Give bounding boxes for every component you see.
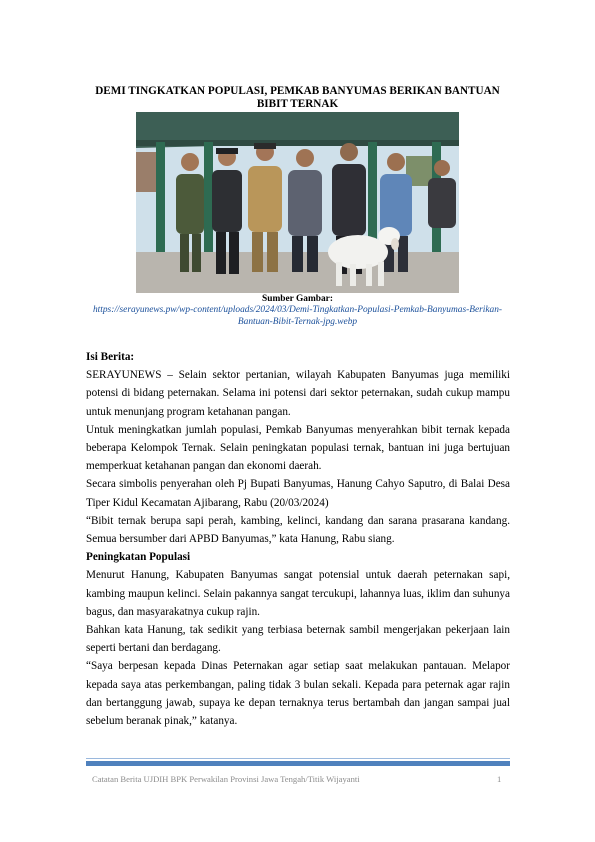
image-source-link[interactable]: https://serayunews.pw/wp-content/uploads/2024/03/Demi-Tingkatkan-Populasi-Pemkab-Banyumas-Berikan-Bantuan-Bibit-Ternak-jpg.webp bbox=[92, 305, 503, 327]
paragraph: Bahkan kata Hanung, tak sedikit yang terbiasa beternak sambil mengerjakan pekerjaan lain seperti bertani dan berdagang. bbox=[86, 624, 510, 655]
article-photo bbox=[136, 112, 459, 293]
section-heading-peningkatan-populasi: Peningkatan Populasi bbox=[86, 551, 191, 564]
image-caption-label: Sumber Gambar: bbox=[262, 294, 333, 304]
footer-divider-bar bbox=[86, 761, 510, 766]
page-number: 1 bbox=[497, 774, 502, 784]
footer-divider-line bbox=[86, 758, 510, 759]
article-title: DEMI TINGKATKAN POPULASI, PEMKAB BANYUMAS BERIKAN BANTUAN BIBIT TERNAK bbox=[95, 85, 500, 110]
section-heading-isi-berita: Isi Berita: bbox=[86, 351, 135, 363]
paragraph: Untuk meningkatkan jumlah populasi, Pemkab Banyumas menyerahkan bibit ternak kepada beberapa Kelompok Ternak. Selain peningkatan populasi ternak, bantuan ini juga bertujuan memperkuat ketahanan pangan dan ekonomi daerah. bbox=[86, 423, 510, 473]
paragraph: Menurut Hanung, Kabupaten Banyumas sangat potensial untuk daerah peternakan sapi, kambing maupun kelinci. Selain pakannya sangat tercukupi, lahannya luas, iklim dan suhunya bagus, dan masyarakatnya cukup rajin. bbox=[86, 569, 510, 618]
paragraph: SERAYUNEWS – Selain sektor pertanian, wilayah Kabupaten Banyumas juga memiliki potensi di bidang peternakan. Selama ini potensi dari sektor peternakan, sudah cukup mampu untuk menunjang program ketahanan pangan. bbox=[86, 369, 510, 418]
paragraph: “Bibit ternak berupa sapi perah, kambing, kelinci, kandang dan sarana prasarana kandang. Semua bersumber dari APBD Banyumas,” kata Hanung, Rabu siang. bbox=[86, 514, 510, 546]
article-body bbox=[86, 348, 510, 730]
footer-text: Catatan Berita UJDIH BPK Perwakilan Provinsi Jawa Tengah/Titik Wijayanti bbox=[92, 774, 360, 784]
paragraph: Secara simbolis penyerahan oleh Pj Bupati Banyumas, Hanung Cahyo Saputro, di Balai Desa Tiper Kidul Kecamatan Ajibarang, Rabu (20/03/2024) bbox=[86, 478, 510, 509]
paragraph: “Saya berpesan kepada Dinas Peternakan agar setiap saat melakukan pantauan. Melapor kepada saya atas perkembangan, paling tidak 3 bulan sekali. Kepada para peternak agar rajin dan bertanggung jawab, supaya ke depan ternaknya terus bertambah dan jangan sampai jual sebelum beranak pinak,” katanya. bbox=[86, 660, 510, 728]
